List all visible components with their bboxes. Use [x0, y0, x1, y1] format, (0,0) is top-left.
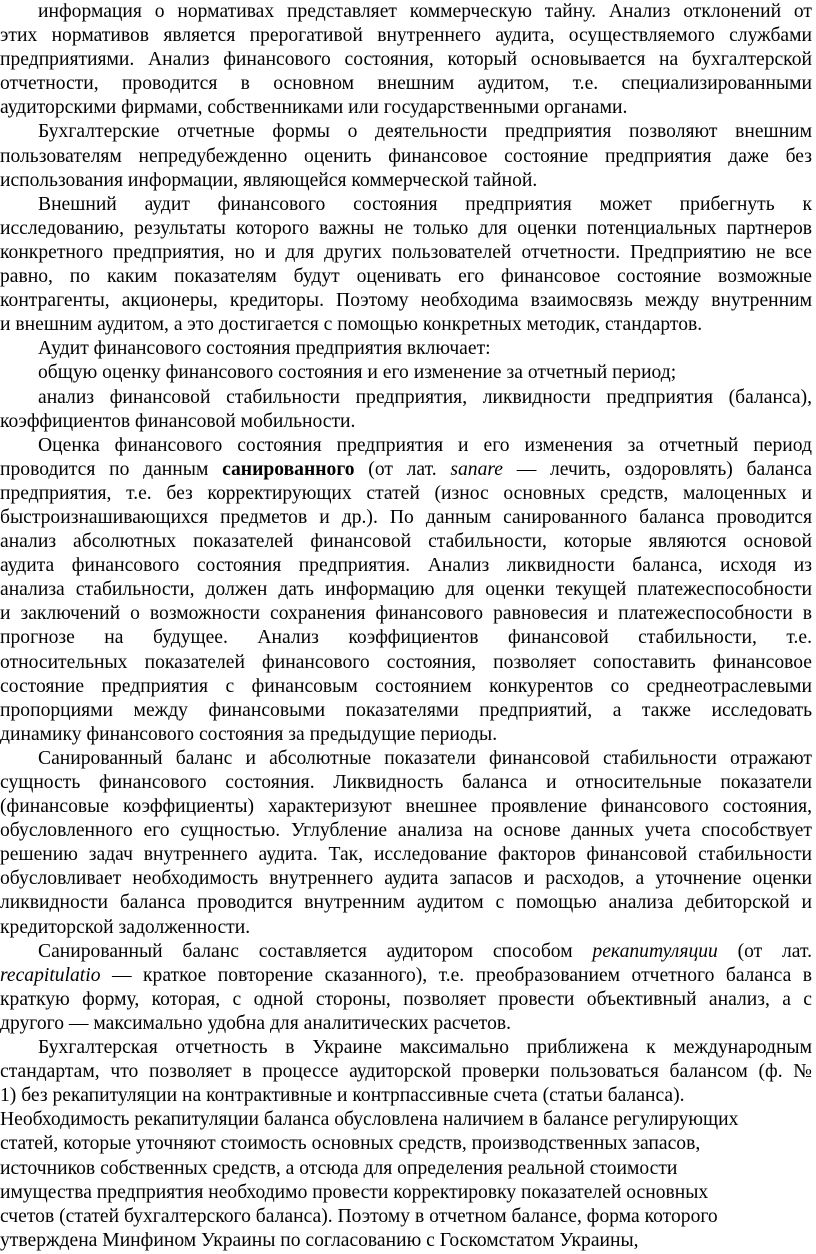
- text-line: решению задач внутреннего аудита. Так, исследование факторов финансовой стабильности: [0, 844, 812, 866]
- text-line: ликвидности баланса проводится внутренним аудитом с помощью анализа дебиторской и: [0, 892, 812, 914]
- text-line: коэффициентов финансовой мобильности.: [0, 410, 356, 432]
- italic-term: recapitulatio: [0, 964, 101, 986]
- text-line: конкретного предприятия, но и для других пользователей отчетности. Предприятию не все: [0, 241, 812, 263]
- text-line: анализ абсолютных показателей финансовой стабильности, которые являются основой: [0, 531, 812, 553]
- text-line: источников собственных средств, а отсюда для определения реальной стоимости: [0, 1157, 678, 1179]
- text-line: [0, 940, 812, 964]
- text-line: общую оценку финансового состояния и его изменение за отчетный период;: [38, 362, 677, 384]
- text-line: состояние предприятия с финансовым состоянием конкурентов со среднеотраслевыми: [0, 675, 812, 697]
- text-line: сущность финансового состояния. Ликвидность баланса и относительные показатели: [0, 772, 812, 793]
- text-line: аудита финансового состояния предприятия. Анализ ликвидности баланса, исходя из: [0, 555, 812, 577]
- text-segment: (от лат.: [354, 458, 451, 480]
- text-line: аудиторскими фирмами, собственниками или государственными органами.: [0, 97, 628, 119]
- text-line: и внешним аудитом, а это достигается с помощью конкретных методик, стандартов.: [0, 314, 703, 336]
- text-line: 1) без рекапитуляции на контрактивные и контрпассивные счета (статьи баланса).: [0, 1085, 685, 1107]
- text-segment: (от лат.: [717, 940, 812, 962]
- text-line: другого — максимально удобна для аналитических расчетов.: [0, 1012, 512, 1034]
- text-line: быстроизнашивающихся предметов и др.). По данным санированного баланса проводится: [0, 506, 812, 528]
- text-line: использования информации, являющейся коммерческой тайной.: [0, 169, 538, 191]
- text-line: краткую форму, которая, с одной стороны, позволяет провести объективный анализ, а с: [0, 988, 812, 1010]
- text-line: Необходимость рекапитуляции баланса обусловлена наличием в балансе регулирующих: [0, 1109, 739, 1131]
- text-line: равно, по каким показателям будут оценивать его финансовое состояние возможные: [0, 266, 812, 288]
- text-line: статей, которые уточняют стоимость основных средств, производственных запасов,: [0, 1133, 701, 1155]
- text-line: обусловливает необходимость внутреннего аудита запасов и расходов, а уточнение оценки: [0, 868, 812, 890]
- text-segment: — лечить, оздоровлять) баланса: [502, 458, 812, 480]
- text-line: отчетности, проводится в основном внешним аудитом, т.е. специализированными: [0, 73, 812, 95]
- text-line: Аудит финансового состояния предприятия включает:: [38, 338, 491, 360]
- text-segment: проводится по данным: [0, 458, 223, 480]
- text-segment: — краткое повторение сказанного), т.е. преобразованием отчетного баланса в: [100, 964, 812, 986]
- text-line: обусловленного его сущностью. Углубление анализа на основе данных учета способствует: [0, 820, 812, 842]
- text-line: [0, 964, 812, 988]
- text-line: контрагенты, акционеры, кредиторы. Поэтому необходима взаимосвязь между внутренним: [0, 290, 812, 312]
- italic-term: sanare: [450, 458, 503, 480]
- text-line: Санированный баланс и абсолютные показатели финансовой стабильности отражают: [38, 747, 812, 769]
- text-line: Бухгалтерская отчетность в Украине максимально приближена к международным: [38, 1037, 812, 1059]
- text-line: [0, 458, 812, 482]
- text-line: счетов (статей бухгалтерского баланса). Поэтому в отчетном балансе, форма которого: [0, 1205, 718, 1227]
- bold-term: санированного: [222, 458, 355, 480]
- text-line: Внешний аудит финансового состояния предприятия может прибегнуть к: [38, 193, 812, 215]
- text-line: анализа стабильности, должен дать информацию для оценки текущей платежеспособности: [0, 579, 812, 601]
- text-line: Бухгалтерские отчетные формы о деятельности предприятия позволяют внешним: [38, 121, 812, 143]
- text-line: динамику финансового состояния за предыдущие периоды.: [0, 723, 498, 745]
- text-line: Оценка финансового состояния предприятия и его изменения за отчетный период: [38, 434, 812, 456]
- text-line: исследованию, результаты которого важны не только для оценки потенциальных партнеров: [0, 217, 812, 239]
- text-line: относительных показателей финансового состояния, позволяет сопоставить финансовое: [0, 651, 812, 673]
- text-segment: Санированный баланс составляется аудитором способом: [38, 940, 593, 962]
- text-line: и заключений о возможности сохранения финансового равновесия и платежеспособности в: [0, 603, 812, 625]
- text-line: имущества предприятия необходимо провести корректировку показателей основных: [0, 1181, 709, 1203]
- text-line: стандартам, что позволяет в процессе аудиторской проверки пользоваться балансом (ф. №: [0, 1061, 812, 1083]
- text-line: предприятиями. Анализ финансового состояния, который основывается на бухгалтерской: [0, 49, 812, 71]
- italic-term: рекапитуляции: [592, 940, 718, 962]
- text-line: этих нормативов является прерогативой внутреннего аудита, осуществляемого службами: [0, 25, 812, 47]
- text-line: (финансовые коэффициенты) характеризуют внешнее проявление финансового состояния,: [0, 796, 812, 818]
- text-line: кредиторской задолженности.: [0, 916, 251, 938]
- text-line: анализ финансовой стабильности предприятия, ликвидности предприятия (баланса),: [38, 386, 812, 408]
- text-line: утверждена Минфином Украины по согласованию с Госкомстатом Украины,: [0, 1229, 639, 1251]
- text-line: информация о нормативах представляет коммерческую тайну. Анализ отклонений от: [38, 1, 812, 22]
- text-line: прогнозе на будущее. Анализ коэффициентов финансовой стабильности, т.е.: [0, 627, 812, 649]
- text-line: пропорциями между финансовыми показателями предприятий, а также исследовать: [0, 699, 812, 721]
- text-line: предприятия, т.е. без корректирующих статей (износ основных средств, малоценных и: [0, 482, 812, 504]
- text-line: пользователям непредубежденно оценить финансовое состояние предприятия даже без: [0, 145, 812, 167]
